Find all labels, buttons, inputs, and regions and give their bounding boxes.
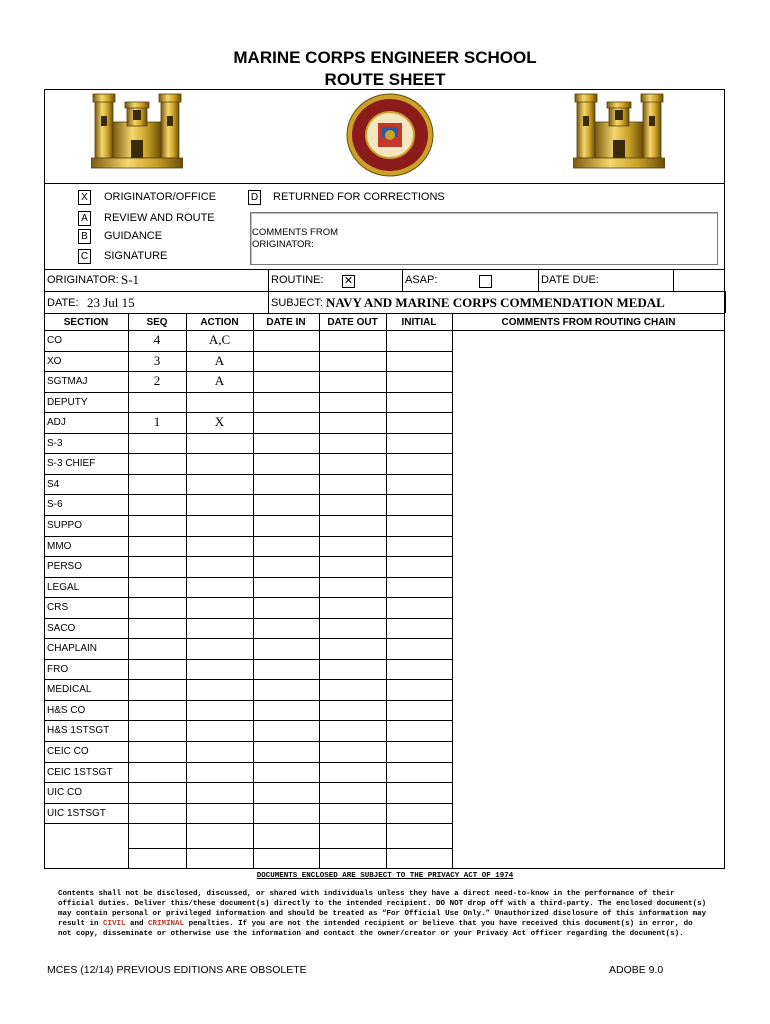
castle-emblem-right-icon <box>573 92 665 172</box>
divider <box>253 313 254 869</box>
row-section: S4 <box>47 479 60 490</box>
row-section: CHAPLAIN <box>47 643 98 654</box>
col-date-in-header: DATE IN <box>266 317 306 328</box>
row-divider <box>44 433 453 434</box>
row-divider <box>44 453 453 454</box>
school-seal-icon <box>345 93 435 178</box>
row-divider <box>44 536 453 537</box>
divider <box>186 313 187 869</box>
row-divider <box>44 392 453 393</box>
col-seq-header: SEQ <box>146 317 168 328</box>
row-divider <box>44 494 453 495</box>
row-divider <box>128 848 453 849</box>
row-section: MMO <box>47 541 72 552</box>
privacy-line-3: may contain personal or privileged information and should be treated as “For Official Use Only.” Unauthorized disclosure of this information may <box>58 910 707 918</box>
privacy-text: and <box>125 920 149 928</box>
divider <box>44 330 725 331</box>
privacy-text: result in <box>58 920 104 928</box>
criminal-text: CRIMINAL <box>148 920 185 928</box>
row-section: FRO <box>47 664 69 675</box>
privacy-line-1: Contents shall not be disclosed, discussed, or shared with individuals unless they have a direct need-to-know in the performance of their <box>58 890 675 898</box>
divider <box>44 269 725 270</box>
form-edition-note: MCES (12/14) PREVIOUS EDITIONS ARE OBSOLETE <box>47 964 307 976</box>
row-section: H&S CO <box>47 705 86 716</box>
castle-emblem-left-icon <box>91 92 183 172</box>
option-signature-label: SIGNATURE <box>104 250 168 262</box>
divider <box>44 291 725 292</box>
row-section: UIC CO <box>47 787 82 798</box>
row-action[interactable]: X <box>214 414 225 429</box>
row-section: S-3 CHIEF <box>47 458 96 469</box>
divider <box>725 291 726 313</box>
col-section-header: SECTION <box>63 317 109 328</box>
date-label: DATE: <box>47 297 79 309</box>
row-section: SACO <box>47 623 76 634</box>
asap-checkbox[interactable] <box>479 275 492 288</box>
row-section: LEGAL <box>47 582 80 593</box>
row-section: PERSO <box>47 561 83 572</box>
row-section: CO <box>47 335 62 346</box>
row-seq[interactable]: 4 <box>153 332 161 347</box>
row-section: H&S 1STSGT <box>47 725 110 736</box>
divider <box>452 313 453 869</box>
row-section: SGTMAJ <box>47 376 88 387</box>
option-c-box[interactable]: C <box>78 249 91 264</box>
row-divider <box>44 556 453 557</box>
option-d-box[interactable]: D <box>248 190 261 205</box>
comments-from-originator-field[interactable] <box>250 212 718 265</box>
divider <box>268 269 269 313</box>
col-comments-header: COMMENTS FROM ROUTING CHAIN <box>501 317 676 328</box>
originator-label: ORIGINATOR: <box>47 274 119 286</box>
routine-label: ROUTINE: <box>271 274 324 286</box>
row-divider <box>44 618 453 619</box>
comments-originator-label-1: COMMENTS FROM <box>252 227 339 238</box>
privacy-heading: DOCUMENTS ENCLOSED ARE SUBJECT TO THE PRIVACY ACT OF 1974 <box>256 872 514 880</box>
row-divider <box>44 679 453 680</box>
option-guidance-label: GUIDANCE <box>104 230 163 242</box>
date-due-label: DATE DUE: <box>541 274 599 286</box>
col-date-out-header: DATE OUT <box>327 317 378 328</box>
row-section: CRS <box>47 602 69 613</box>
divider <box>128 313 129 869</box>
divider <box>386 313 387 869</box>
privacy-line-5: not copy, disseminate or otherwise use the information and contact the owner/creator or your Privacy Act officer regarding the document(s). <box>58 930 684 938</box>
date-value[interactable]: 23 Jul 15 <box>87 295 135 310</box>
row-divider <box>44 412 453 413</box>
row-action[interactable]: A,C <box>208 332 231 347</box>
form-subtitle: ROUTE SHEET <box>324 70 446 89</box>
divider <box>402 269 403 291</box>
option-a-box[interactable]: A <box>78 211 91 226</box>
civil-text: CIVIL <box>103 920 126 928</box>
option-review-label: REVIEW AND ROUTE <box>104 212 215 224</box>
option-originator-label: ORIGINATOR/OFFICE <box>104 191 217 203</box>
row-section: CEIC 1STSGT <box>47 767 113 778</box>
row-divider <box>44 762 453 763</box>
form-title: MARINE CORPS ENGINEER SCHOOL <box>233 48 537 67</box>
row-divider <box>44 659 453 660</box>
row-divider <box>44 803 453 804</box>
comments-originator-label-2: ORIGINATOR: <box>252 239 314 250</box>
row-section: ADJ <box>47 417 66 428</box>
row-section: S-6 <box>47 499 63 510</box>
divider <box>44 313 725 314</box>
divider <box>44 183 725 184</box>
row-section: SUPPO <box>47 520 83 531</box>
row-divider <box>44 720 453 721</box>
software-version: ADOBE 9.0 <box>609 964 664 976</box>
col-initial-header: INITIAL <box>401 317 437 328</box>
option-returned-label: RETURNED FOR CORRECTIONS <box>273 191 445 203</box>
row-seq[interactable]: 1 <box>153 414 161 429</box>
row-section: UIC 1STSGT <box>47 808 106 819</box>
row-divider <box>44 741 453 742</box>
row-section: CEIC CO <box>47 746 89 757</box>
option-x-box[interactable]: X <box>78 190 91 205</box>
subject-label: SUBJECT: <box>271 297 323 309</box>
privacy-text: penalties. If you are not the intended recipient or believe that you have received this document(s) in error, do <box>184 920 693 928</box>
privacy-line-2: official duties. Deliver this/these document(s) directly to the intended recipient. DO NOT drop off with a third-party. The enclosed document(s) <box>58 900 707 908</box>
asap-label: ASAP: <box>405 274 438 286</box>
option-b-box[interactable]: B <box>78 229 91 244</box>
divider <box>538 269 539 291</box>
privacy-line-4 <box>58 920 693 928</box>
row-divider <box>44 638 453 639</box>
row-seq[interactable]: 2 <box>153 373 161 388</box>
row-divider <box>44 823 453 824</box>
row-action[interactable]: A <box>214 373 225 388</box>
row-divider <box>44 474 453 475</box>
row-seq[interactable]: 3 <box>153 353 161 368</box>
row-section: DEPUTY <box>47 397 88 408</box>
row-section: S-3 <box>47 438 63 449</box>
divider <box>319 313 320 869</box>
originator-value[interactable]: S-1 <box>121 272 140 287</box>
row-action[interactable]: A <box>214 353 225 368</box>
col-action-header: ACTION <box>200 317 239 328</box>
row-divider <box>44 700 453 701</box>
row-divider <box>44 515 453 516</box>
routine-checkbox[interactable]: ✕ <box>343 275 354 287</box>
row-section: XO <box>47 356 62 367</box>
subject-value[interactable]: NAVY AND MARINE CORPS COMMENDATION MEDAL <box>326 295 665 310</box>
row-divider <box>44 782 453 783</box>
row-divider <box>44 371 453 372</box>
form-frame <box>44 89 725 869</box>
divider <box>673 269 674 291</box>
row-divider <box>44 577 453 578</box>
row-divider <box>44 597 453 598</box>
row-section: MEDICAL <box>47 684 92 695</box>
row-divider <box>44 351 453 352</box>
